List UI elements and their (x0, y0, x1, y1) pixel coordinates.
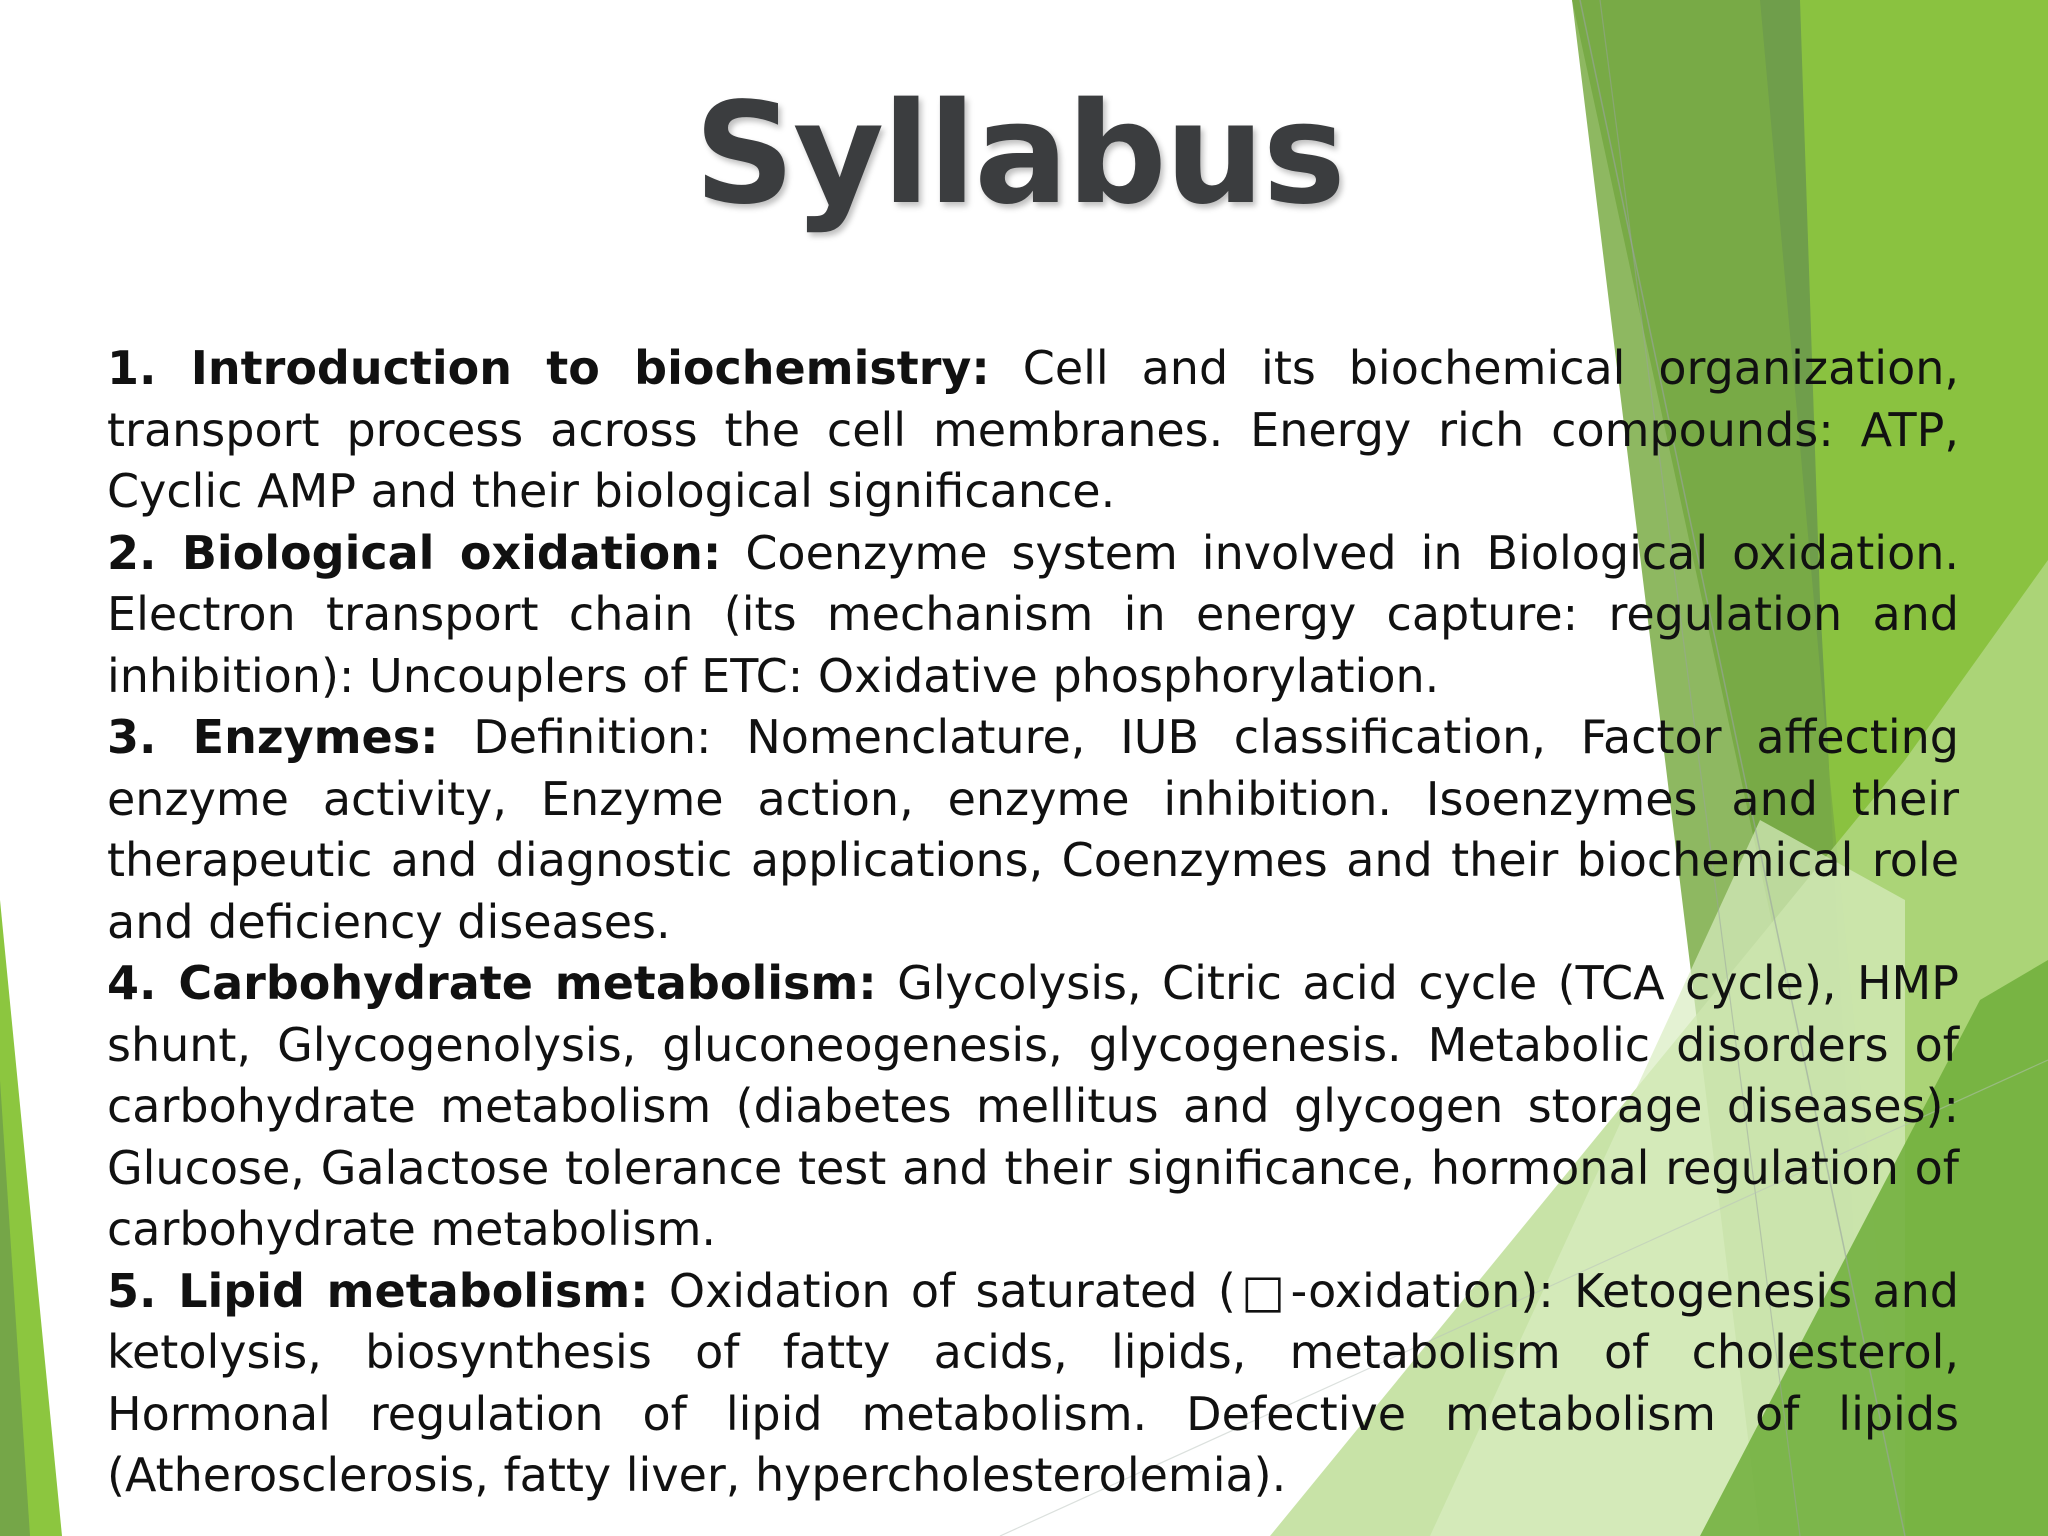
syllabus-item-text: Oxidation of saturated (□-oxidation): Ketogenesis and ketolysis, biosynthesis of fatty acids, lipids, metabolism of cholesterol, Hormonal regulation of lipid metabolism. Defective metabolism of lipids (Atherosclerosis, fatty liver, hypercholesterolemia). (107, 1263, 1959, 1502)
syllabus-item-text: Coenzyme system involved in Biological oxidation. Electron transport chain (its mechanism in energy capture: regulation and inhibition): Uncouplers of ETC: Oxidative phosphorylation. (107, 525, 1959, 703)
syllabus-item-text: Cell and its biochemical organization, transport process across the cell membranes. Energy rich compounds: ATP, Cyclic AMP and their biological significance. (107, 341, 1959, 518)
syllabus-item-text: Definition: Nomenclature, IUB classification, Factor affecting enzyme activity, Enzyme action, enzyme inhibition. Isoenzymes and their therapeutic and diagnostic applications, Coenzymes and their biochemical role and deficiency diseases. (107, 710, 1959, 949)
syllabus-item-5 (107, 1261, 1959, 1507)
syllabus-item-heading: 3. Enzymes: (107, 710, 439, 764)
syllabus-list (107, 338, 1959, 1507)
syllabus-item-heading: 2. Biological oxidation: (107, 525, 722, 580)
syllabus-item-heading: 1. Introduction to biochemistry: (107, 341, 990, 395)
syllabus-item-1 (107, 338, 1959, 523)
syllabus-item-heading: 5. Lipid metabolism: (107, 1263, 649, 1318)
syllabus-item-heading: 4. Carbohydrate metabolism: (107, 956, 877, 1010)
syllabus-item-4 (107, 953, 1959, 1261)
slide-title-text: Syllabus (694, 73, 1344, 236)
syllabus-item-3 (107, 707, 1959, 953)
syllabus-item-text: Glycolysis, Citric acid cycle (TCA cycle), HMP shunt, Glycogenolysis, gluconeogenesis, glycogenesis. Metabolic disorders of carbohydrate metabolism (diabetes mellitus and glycogen storage diseases): Glucose, Galactose tolerance test and their significance, hormonal regulation of carbohydrate metabolism. (107, 956, 1959, 1256)
syllabus-item-2 (107, 523, 1959, 708)
slide-title (0, 70, 2048, 240)
